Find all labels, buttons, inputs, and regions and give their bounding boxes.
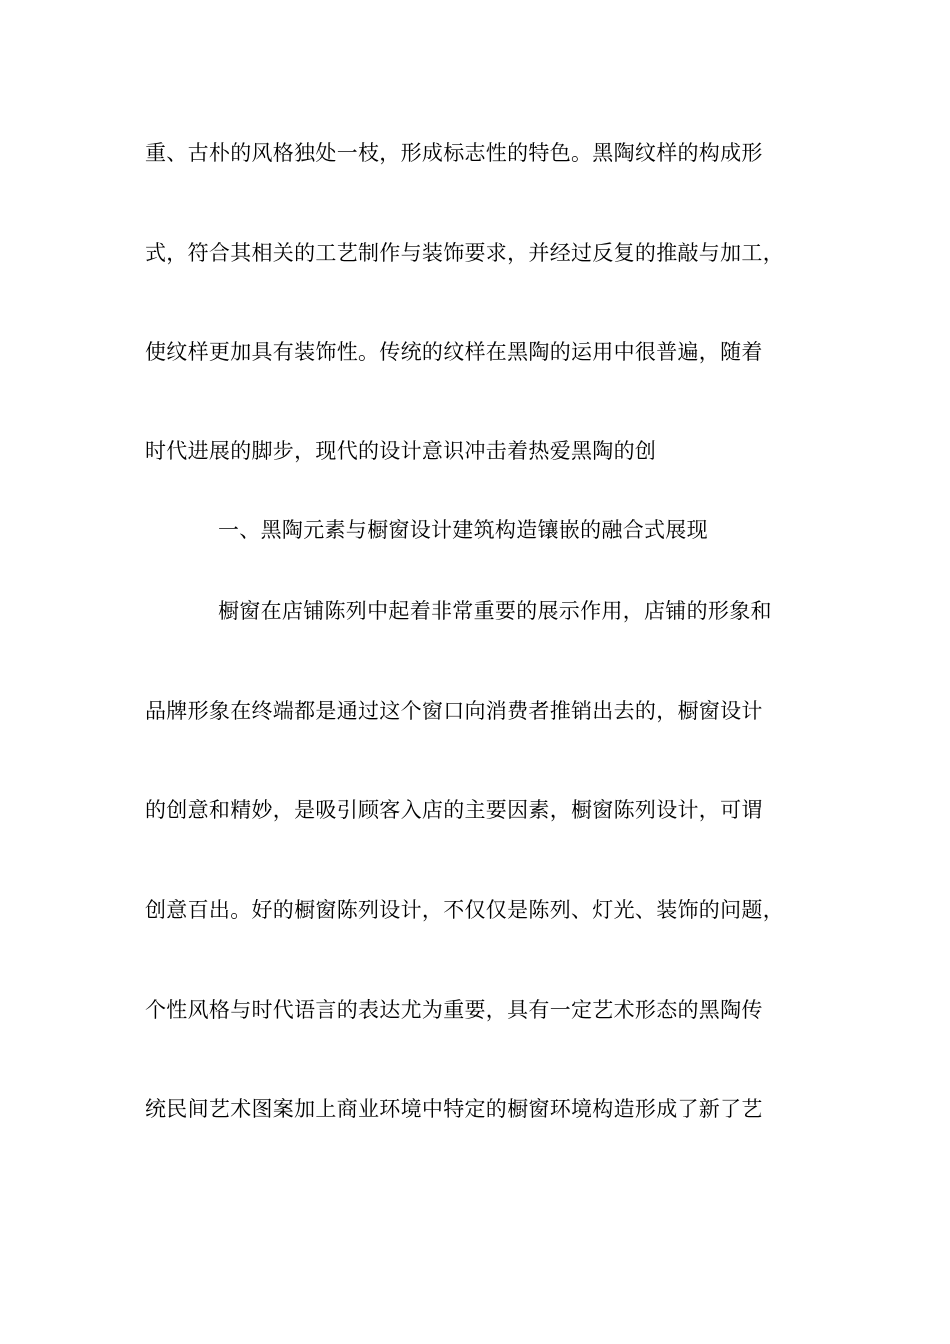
- paragraph-line: 个性风格与时代语言的表达尤为重要，具有一定艺术形态的黑陶传: [145, 998, 763, 1022]
- paragraph-line: 使纹样更加具有装饰性。传统的纹样在黑陶的运用中很普遍，随着: [145, 340, 763, 364]
- paragraph-line: 式，符合其相关的工艺制作与装饰要求，并经过反复的推敲与加工，: [145, 241, 784, 265]
- paragraph-line: 的创意和精妙，是吸引顾客入店的主要因素，橱窗陈列设计，可谓: [145, 798, 763, 822]
- section-heading: 一、黑陶元素与橱窗设计建筑构造镶嵌的融合式展现: [218, 518, 708, 542]
- paragraph-line: 重、古朴的风格独处一枝，形成标志性的特色。黑陶纹样的构成形: [145, 141, 763, 165]
- paragraph-line: 统民间艺术图案加上商业环境中特定的橱窗环境构造形成了新了艺: [145, 1097, 763, 1121]
- paragraph-line: 创意百出。好的橱窗陈列设计，不仅仅是陈列、灯光、装饰的问题，: [145, 898, 784, 922]
- paragraph-line: 品牌形象在终端都是通过这个窗口向消费者推销出去的，橱窗设计: [145, 699, 763, 723]
- paragraph-line: 橱窗在店铺陈列中起着非常重要的展示作用，店铺的形象和: [218, 599, 772, 623]
- paragraph-line: 时代进展的脚步，现代的设计意识冲击着热爱黑陶的创: [145, 439, 657, 463]
